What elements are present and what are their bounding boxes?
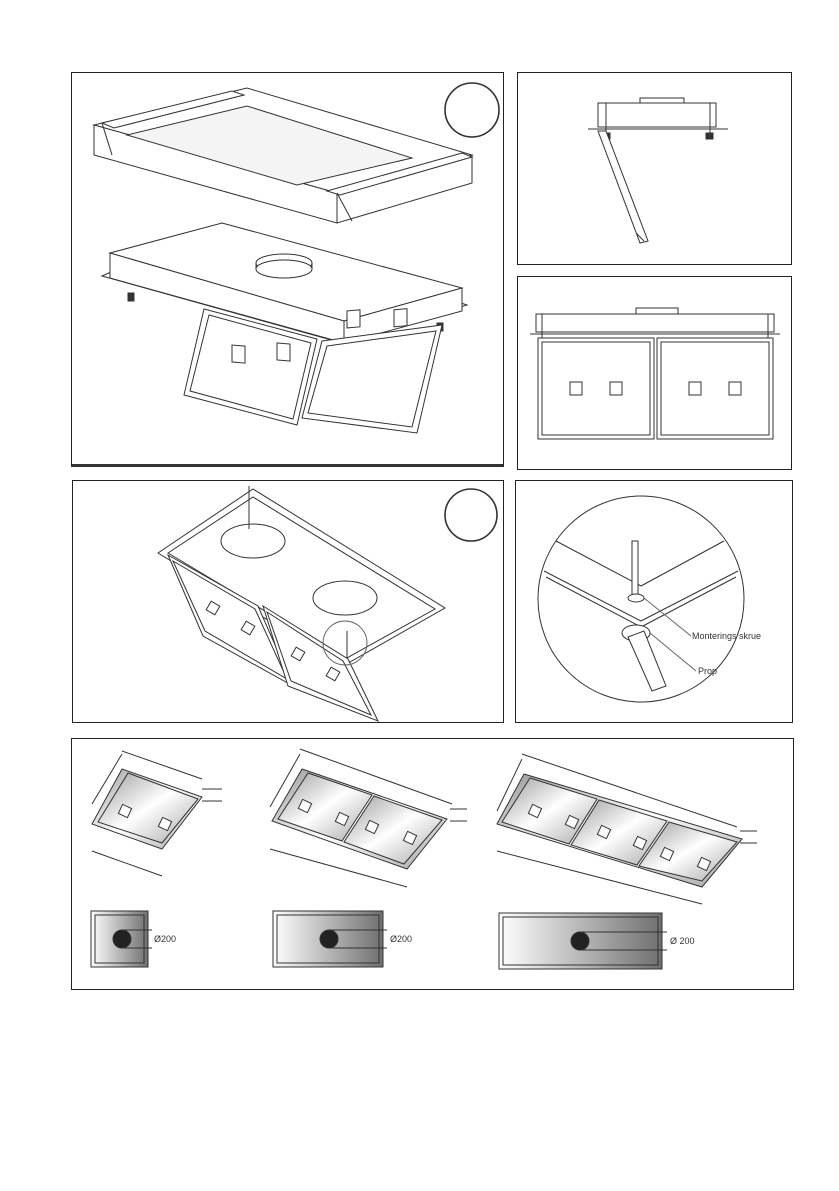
panel-front-view	[517, 276, 792, 470]
filter-front-right	[657, 338, 773, 439]
variant-large-plan	[499, 913, 695, 969]
variant-medium-plan	[273, 911, 412, 967]
label-prop: Prop	[698, 666, 718, 676]
panel-detail-view	[515, 480, 793, 723]
mounting-screw	[628, 594, 644, 602]
label-mounting-screw: Monterings skrue	[692, 631, 762, 641]
panel-exploded-view	[71, 72, 504, 467]
hood-top-box	[598, 103, 716, 127]
small-diameter-label: Ø200	[154, 934, 177, 944]
support-prop	[598, 131, 648, 243]
mounting-frame	[94, 88, 472, 223]
step-circle-1	[445, 83, 499, 137]
variant-large-iso	[497, 754, 757, 904]
filter-front-left	[538, 338, 654, 439]
medium-diameter-label: Ø200	[390, 934, 413, 944]
panel-underside-view	[72, 480, 504, 723]
panel-size-variants	[71, 738, 794, 990]
large-diameter-label: Ø 200	[670, 936, 695, 946]
variant-small-plan	[91, 911, 176, 967]
mounting-rod	[632, 541, 638, 596]
hood-front-body	[536, 314, 774, 332]
prop-rod	[628, 631, 666, 691]
panel-side-view-prop	[517, 72, 792, 265]
detail-ceiling-edge	[544, 541, 738, 627]
variant-medium-iso	[270, 749, 467, 887]
step-circle-2	[445, 489, 497, 541]
variant-small-iso	[92, 751, 222, 876]
